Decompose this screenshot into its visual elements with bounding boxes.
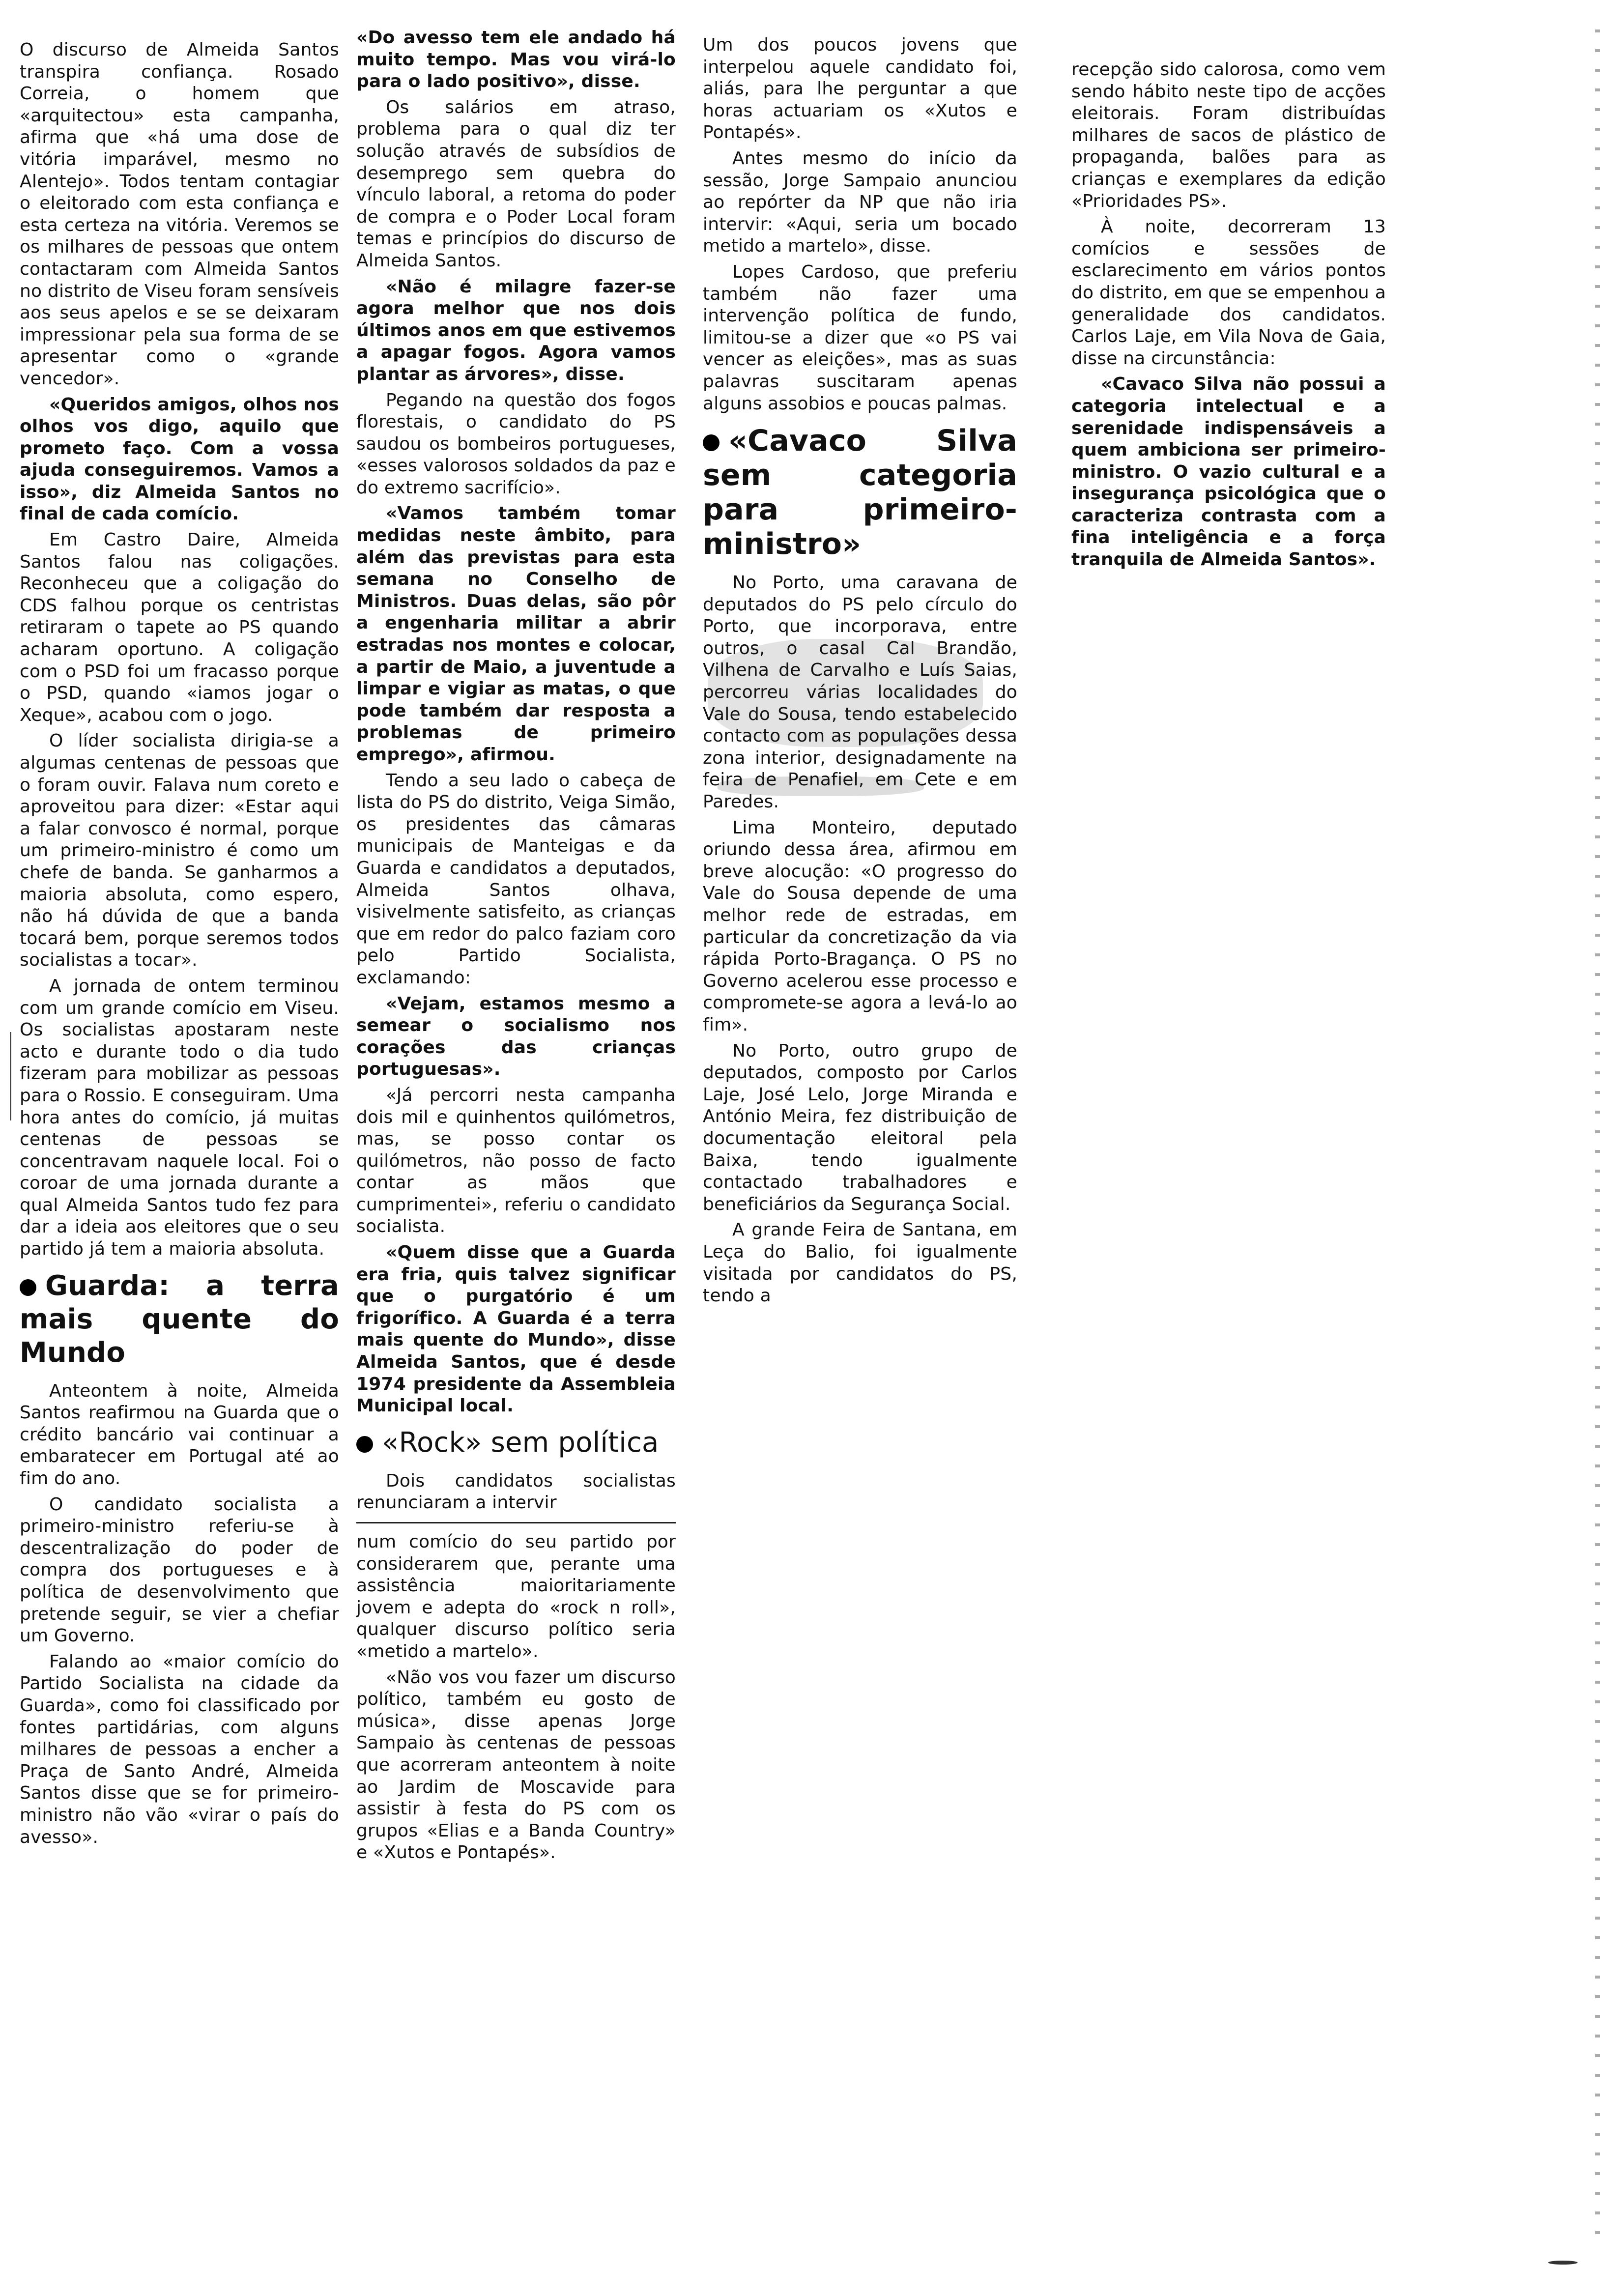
col3-paragraph: A grande Feira de Santana, em Leça do Balio, foi igualmente visitada por candidatos do PS, tendo a xyxy=(703,1220,1017,1306)
col3-paragraph: Lopes Cardoso, que preferiu também não fazer uma intervenção política de fundo, limitou-se a dizer que «o PS vai vencer as eleições», mas as suas palavras suscitaram apenas alguns assobios e poucas palmas. xyxy=(703,261,1017,414)
col2-paragraph: num comício do seu partido por considerarem que, perante uma assistência maioritariamente jovem e adepta do «rock n roll», qualquer discurso político seria «metido a martelo». xyxy=(356,1532,676,1662)
col2-paragraph: «Do avesso tem ele andado há muito tempo. Mas vou virá-lo para o lado positivo», disse. xyxy=(356,28,676,92)
column-2 xyxy=(356,27,676,1868)
column-rule xyxy=(356,1522,676,1523)
col4-paragraph: «Cavaco Silva não possui a categoria intelectual e a serenidade indispensáveis a quem ambiciona ser primeiro-ministro. O vazio cultural e a insegurança psicológica que o caracteriza contrasta com a fina inteligência e a força tranquila de Almeida Santos». xyxy=(1071,374,1386,570)
bullet-icon xyxy=(356,1436,373,1453)
col2-paragraph: «Já percorri nesta campanha dois mil e quinhentos quilómetros, mas, se posso contar os quilómetros, não posso de facto contar as mãos que cumprimentei», referiu o candidato socialista. xyxy=(356,1085,676,1237)
col3-paragraph: No Porto, uma caravana de deputados do PS pelo círculo do Porto, que incorporava, entre outros, o casal Cal Brandão, Vilhena de Carvalho e Luís Saias, percorreu várias localidades do Vale do Sousa, tendo estabelecido contacto com as populações dessa zona interior, designadamente na feira de Penafiel, em Cete e em Paredes. xyxy=(703,573,1017,812)
col1-paragraph: A jornada de ontem terminou com um grande comício em Viseu. Os socialistas apostaram neste acto e durante todo o dia tudo fizeram para mobilizar as pessoas para o Rossio. E conseguiram. Uma hora antes do comício, já muitas centenas de pessoas se concentravam naquele local. Foi o coroar de uma jornada durante a qual Almeida Santos tudo fez para dar a ideia aos eleitores que o seu partido já tem a maioria absoluta. xyxy=(20,976,339,1260)
section-heading-cavaco: «Cavaco Silva sem categoria para primeiro-ministro» xyxy=(703,424,1017,562)
column-1 xyxy=(20,39,339,1852)
col2-paragraph: «Vamos também tomar medidas neste âmbito, para além das previstas para esta semana no Conselho de Ministros. Duas delas, são pôr a engenharia militar a abrir estradas nos montes e colocar, a partir de Maio, a juventude a limpar e vigiar as matas, o que pode também dar resposta a problemas de primeiro emprego», afirmou. xyxy=(356,503,676,765)
column-edge-mark xyxy=(10,1032,11,1120)
col2-paragraph: «Não é milagre fazer-se agora melhor que nos dois últimos anos em que estivemos a apagar fogos. Agora vamos plantar as árvores», disse. xyxy=(356,276,676,384)
ink-smudge xyxy=(708,639,983,747)
bullet-icon xyxy=(703,434,720,451)
col1-paragraph: Em Castro Daire, Almeida Santos falou nas coligações. Reconheceu que a coligação do CDS falhou porque os centristas retiraram o tapete ao PS quando acharam oportuno. A coligação com o PSD foi um fracasso porque o PSD, quando «iamos jogar o Xeque», acabou com o jogo. xyxy=(20,530,339,725)
col4-paragraph: À noite, decorreram 13 comícios e sessões de esclarecimento em vários pontos do distrito, em que se empenhou a generalidade dos candidatos. Carlos Laje, em Vila Nova de Gaia, disse na circunstância: xyxy=(1071,217,1386,369)
col2-paragraph: Os salários em atraso, problema para o qual diz ter solução através de subsídios de desemprego sem quebra do vínculo laboral, a retoma do poder de compra e o Poder Local foram temas e princípios do discurso de Almeida Santos. xyxy=(356,97,676,271)
column-4 xyxy=(1071,59,1386,575)
scan-speck xyxy=(1548,2261,1578,2265)
section-heading-guarda: Guarda: a terra mais quente do Mundo xyxy=(20,1269,339,1369)
col1-paragraph: Anteontem à noite, Almeida Santos reafirmou na Guarda que o crédito bancário vai continuar a embaratecer em Portugal até ao fim do ano. xyxy=(20,1380,339,1489)
col4-paragraph: recepção sido calorosa, como vem sendo hábito neste tipo de acções eleitorais. Foram distribuídas milhares de sacos de plástico de propaganda, balões para as crianças e exemplares da edição «Prioridades PS». xyxy=(1071,59,1386,211)
col3-paragraph: No Porto, outro grupo de deputados, composto por Carlos Laje, José Lelo, Jorge Miranda e António Meira, fez distribuição de documentação eleitoral pela Baixa, tendo igualmente contactado trabalhadores e beneficiários da Segurança Social. xyxy=(703,1040,1017,1214)
ink-smudge xyxy=(718,776,924,796)
col3-paragraph: Um dos poucos jovens que interpelou aquele candidato foi, aliás, para lhe perguntar a que horas actuariam os «Xutos e Pontapés». xyxy=(703,35,1017,143)
col2-paragraph: Tendo a seu lado o cabeça de lista do PS do distrito, Veiga Simão, os presidentes das câmaras municipais de Manteigas e da Guarda e candidatos a deputados, Almeida Santos olhava, visivelmente satisfeito, as crianças que em redor do palco faziam coro pelo Partido Socialista, exclamando: xyxy=(356,770,676,988)
col3-paragraph: Antes mesmo do início da sessão, Jorge Sampaio anunciou ao repórter da NP que não iria intervir: «Aqui, seria um bocado metido a martelo», disse. xyxy=(703,148,1017,257)
col1-paragraph: O líder socialista dirigia-se a algumas centenas de pessoas que o foram ouvir. Falava num coreto e aproveitou para dizer: «Estar aqui a falar convosco é normal, porque um primeiro-ministro é como um chefe de banda. Se ganharmos a maioria absoluta, como espero, não há dúvida de que a banda tocará bem, porque seremos todos socialistas a tocar». xyxy=(20,731,339,971)
col2-paragraph: Dois candidatos socialistas renunciaram a intervir xyxy=(356,1470,676,1513)
col2-paragraph: «Quem disse que a Guarda era fria, quis talvez significar que o purgatório é um frigorífico. A Guarda é a terra mais quente do Mundo», disse Almeida Santos, que é desde 1974 presidente da Assembleia Municipal local. xyxy=(356,1242,676,1416)
col2-paragraph: Pegando na questão dos fogos florestais, o candidato do PS saudou os bombeiros portugueses, «esses valorosos soldados da paz e do extremo sacrifício». xyxy=(356,390,676,498)
section-heading-rock: «Rock» sem política xyxy=(356,1426,676,1460)
bullet-icon xyxy=(20,1279,36,1296)
col1-paragraph: O candidato socialista a primeiro-ministro referiu-se à descentralização do poder de compra dos portugueses e à política de desenvolvimento que pretende seguir, se vier a chefiar um Governo. xyxy=(20,1494,339,1646)
col3-paragraph: Lima Monteiro, deputado oriundo dessa área, afirmou em breve alocução: «O progresso do Vale do Sousa depende de uma melhor rede de estradas, em particular da concretização da via rápida Porto-Bragança. O PS no Governo acelerou esse processo e compromete-se agora a levá-lo ao fim». xyxy=(703,817,1017,1035)
col1-paragraph: O discurso de Almeida Santos transpira confiança. Rosado Correia, o homem que «arquitectou» esta campanha, afirma que «há uma dose de vitória imparável, mesmo no Alentejo». Todos tentam contagiar o eleitorado com esta confiança e esta certeza na vitória. Veremos se os milhares de pessoas que ontem contactaram com Almeida Santos no distrito de Viseu foram sensíveis aos seus apelos e se se deixaram impressionar pela sua forma de se apresentar como o «grande vencedor». xyxy=(20,40,339,389)
col1-paragraph: Falando ao «maior comício do Partido Socialista na cidade da Guarda», como foi classificado por fontes partidárias, com alguns milhares de pessoas a encher a Praça de Santo André, Almeida Santos disse que se for primeiro-ministro não vão «virar o país do avesso». xyxy=(20,1651,339,1847)
scan-edge-noise xyxy=(1595,29,1600,2241)
col2-paragraph: «Vejam, estamos mesmo a semear o socialismo nos corações das crianças portuguesas». xyxy=(356,993,676,1080)
col2-paragraph: «Não vos vou fazer um discurso político, também eu gosto de música», disse apenas Jorge Sampaio às centenas de pessoas que acorreram anteontem à noite ao Jardim de Moscavide para assistir à festa do PS com os grupos «Elias e a Banda Country» e «Xutos e Pontapés». xyxy=(356,1667,676,1863)
col1-paragraph: «Queridos amigos, olhos nos olhos vos digo, aquilo que prometo faço. Com a vossa ajuda conseguiremos. Vamos a isso», diz Almeida Santos no final de cada comício. xyxy=(20,394,339,524)
